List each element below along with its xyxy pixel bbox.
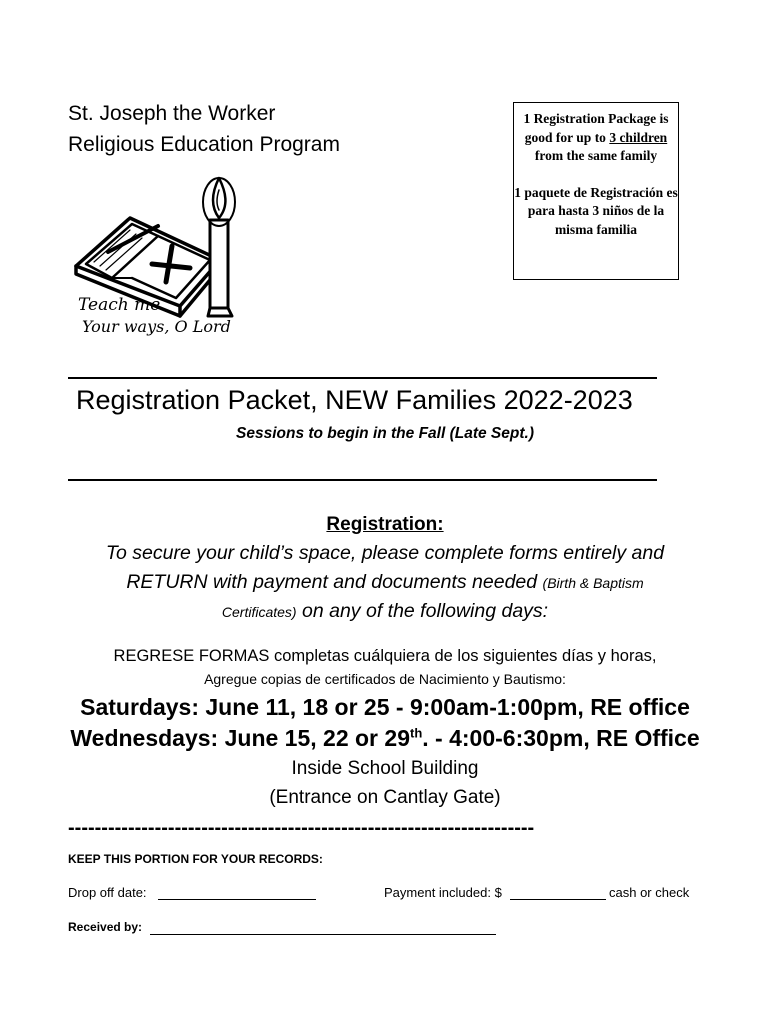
page-title: Registration Packet, NEW Families 2022-2023: [76, 385, 633, 415]
instruction-line-3: [40, 600, 730, 623]
notice-box: [513, 102, 679, 280]
wednesday-dates-time: . - 4:00-6:30pm, RE Office: [422, 725, 700, 751]
payment-method-label: cash or check: [609, 885, 690, 900]
wednesday-dates-main: Wednesdays: June 15, 22 or 29: [70, 725, 410, 751]
bottom-rule: [68, 479, 657, 481]
notice-english: [514, 110, 678, 166]
spanish-instruction-2: Agregue copias de certificados de Nacimiento y Bautismo:: [204, 671, 566, 687]
dropoff-date-label: Drop off date:: [68, 885, 147, 900]
payment-amount-field[interactable]: [510, 899, 606, 900]
received-by-field[interactable]: [150, 934, 496, 935]
received-by-label: Received by:: [68, 920, 143, 934]
instruction-line-3-main: on any of the following days:: [296, 600, 549, 622]
spanish-instruction-1: REGRESE FORMAS completas cuálquiera de los siguientes días y horas,: [113, 647, 657, 665]
instruction-line-2-main: RETURN with payment and documents needed: [126, 571, 543, 593]
instruction-line-2: [40, 571, 730, 594]
payment-label: Payment included: $: [384, 885, 502, 900]
program-name: St. Joseph the Worker: [68, 102, 276, 125]
notice-spanish: 1 paquete de Registración es para hasta 3 niños de la misma familia: [514, 184, 678, 237]
notice-english-underlined: 3 children: [609, 129, 668, 145]
wednesday-dates: [40, 725, 730, 752]
saturday-dates: Saturdays: June 11, 18 or 25 - 9:00am-1:00pm, RE office: [80, 694, 690, 720]
program-subtitle: Religious Education Program: [68, 133, 340, 156]
location-line-2: (Entrance on Cantlay Gate): [269, 787, 501, 808]
wednesday-dates-suffix: th: [409, 725, 423, 741]
bible-candle-logo: [72, 170, 242, 350]
registration-heading: Registration:: [326, 514, 444, 535]
top-rule: [68, 377, 657, 379]
location-line-1: Inside School Building: [291, 758, 479, 779]
logo-caption-line1: Teach me: [78, 295, 161, 315]
sessions-note: Sessions to begin in the Fall (Late Sept.): [236, 425, 534, 442]
instruction-line-3-small: Certificates): [221, 604, 297, 620]
notice-english-part1: 1 Registration Package is good for up to: [523, 111, 669, 145]
instruction-line-1: To secure your child’s space, please complete forms entirely and: [105, 542, 665, 564]
records-heading: KEEP THIS PORTION FOR YOUR RECORDS:: [68, 852, 323, 866]
instruction-line-2-small: (Birth & Baptism: [542, 575, 644, 591]
logo-caption-line2: Your ways, O Lord: [82, 317, 231, 336]
cut-line: ----------------------------------------------------------------------: [68, 817, 535, 839]
notice-english-part2: from the same family: [534, 148, 658, 163]
dropoff-date-field[interactable]: [158, 899, 316, 900]
